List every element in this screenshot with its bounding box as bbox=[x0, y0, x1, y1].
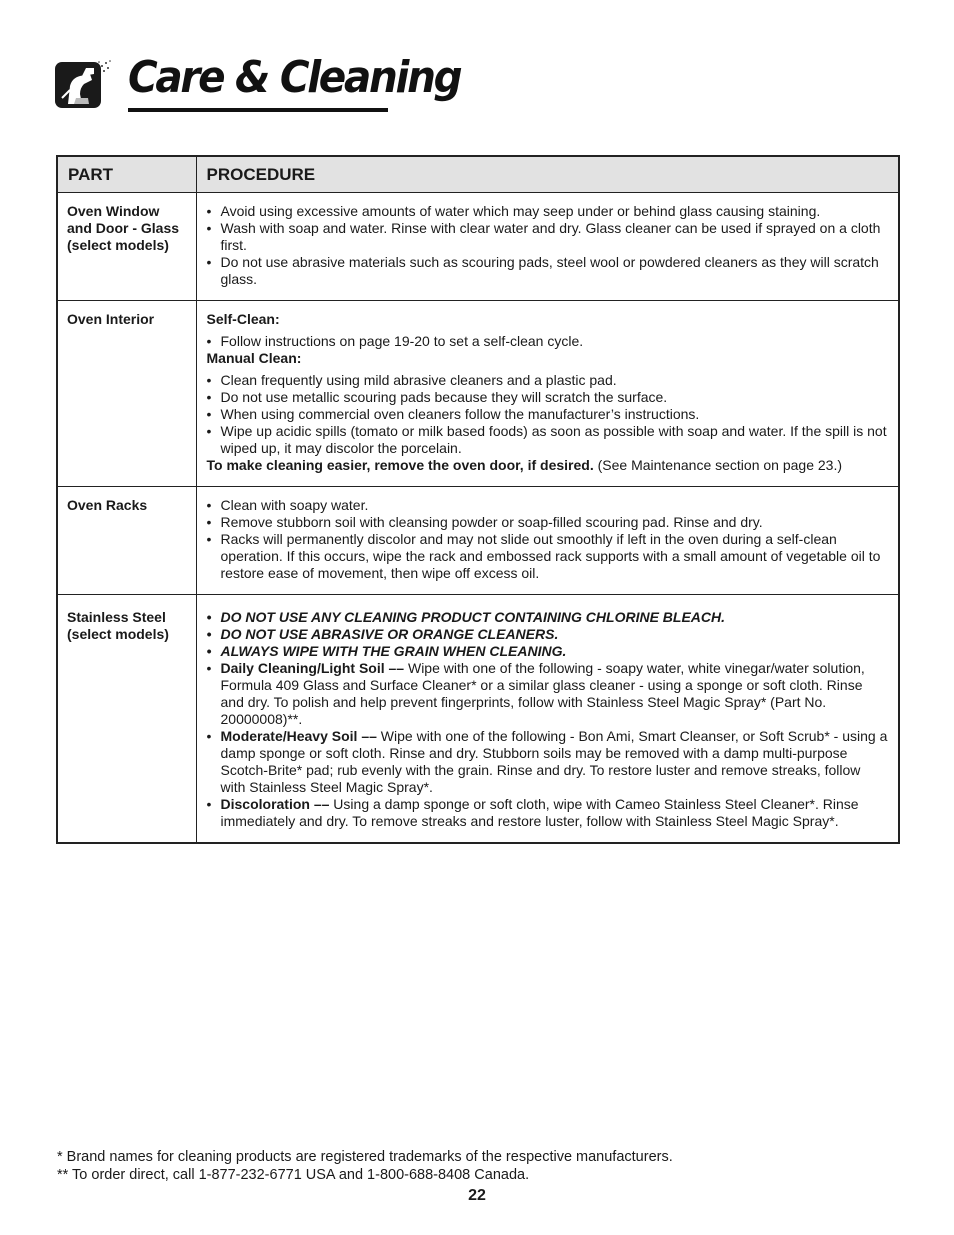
list-item: • Wash with soap and water. Rinse with clear water and dry. Glass cleaner can be used if sprayed on a cloth first. bbox=[207, 220, 889, 254]
procedure-cell bbox=[196, 487, 899, 595]
footnotes bbox=[57, 1148, 673, 1184]
page-title: Care & Cleaning bbox=[128, 52, 461, 103]
procedure-cell bbox=[196, 301, 899, 487]
table-header-row bbox=[57, 156, 899, 193]
footnote-order: ** To order direct, call 1-877-232-6771 USA and 1-800-688-8408 Canada. bbox=[57, 1167, 530, 1183]
title-underline bbox=[128, 108, 388, 112]
table-row bbox=[57, 487, 899, 595]
page-number: 22 bbox=[468, 1187, 486, 1204]
manual-clean-heading: Manual Clean: bbox=[206, 350, 302, 366]
part-name: Oven Interior bbox=[57, 301, 196, 487]
list-item: • Racks will permanently discolor and may not slide out smoothly if left in the oven during a self-clean operation. If this occurs, wipe the rack and embossed rack supports with a small amount of vegetable oil to restore ease of movement, then wipe off excess oil. bbox=[207, 531, 889, 582]
list-item: • Do not use abrasive materials such as scouring pads, steel wool or powdered cleaners as they will scratch glass. bbox=[207, 254, 889, 288]
footnote-trademark: * Brand names for cleaning products are registered trademarks of the respective manufacturers. bbox=[57, 1149, 673, 1165]
list-item bbox=[207, 660, 889, 728]
self-clean-heading: Self-Clean: bbox=[206, 311, 280, 327]
list-item: • Clean frequently using mild abrasive cleaners and a plastic pad. bbox=[207, 372, 889, 389]
list-item: • Remove stubborn soil with cleansing powder or soap-filled scouring pad. Rinse and dry. bbox=[207, 514, 889, 531]
column-header-procedure: PROCEDURE bbox=[196, 156, 899, 193]
list-item bbox=[207, 728, 889, 796]
item-text: Wipe with one of the following - Bon Ami, Smart Cleanser, or Soft Scrub* - using a damp sponge or soft cloth. Rinse and dry. Stubborn soils may be removed with a damp multi-purpose Scotch-Brite* pad; rub evenly with the grain. Rinse and dry. To restore luster and remove streaks, follow with Stainless Steel Magic Spray*. bbox=[220, 728, 888, 795]
item-text: Using a damp sponge or soft cloth, wipe with Cameo Stainless Steel Cleaner*. Rinse immediately and dry. To remove streaks and restore luster, follow with Stainless Steel Magic Spray*. bbox=[220, 796, 859, 829]
list-item: • Do not use metallic scouring pads because they will scratch the surface. bbox=[207, 389, 889, 406]
list-item bbox=[207, 796, 889, 830]
note-bold: To make cleaning easier, remove the oven door, if desired. bbox=[206, 457, 594, 473]
warning-item: • DO NOT USE ABRASIVE OR ORANGE CLEANERS. bbox=[207, 626, 889, 643]
care-cleaning-table bbox=[56, 155, 900, 844]
procedure-cell bbox=[196, 595, 899, 844]
item-text: Wipe with one of the following - soapy water, white vinegar/water solution, Formula 409 Glass and Surface Cleaner* or a similar glass cleaner - using a sponge or soft cloth. Rinse and dry. To polish and help prevent fingerprints, follow with Stainless Steel Magic Spray* (Part No. 20000008)**. bbox=[220, 660, 865, 727]
door-removal-note bbox=[207, 457, 889, 474]
spray-bottle-icon bbox=[54, 58, 112, 110]
list-item: • Wipe up acidic spills (tomato or milk based foods) as soon as possible with soap and water. If the spill is not wiped up, it may discolor the porcelain. bbox=[207, 423, 889, 457]
table-row bbox=[57, 301, 899, 487]
item-label: Moderate/Heavy Soil –– bbox=[220, 728, 377, 744]
part-name: Stainless Steel (select models) bbox=[57, 595, 196, 844]
part-name: Oven Window and Door - Glass (select models) bbox=[57, 193, 196, 301]
part-name: Oven Racks bbox=[57, 487, 196, 595]
list-item: • Clean with soapy water. bbox=[207, 497, 889, 514]
list-item: • Follow instructions on page 19-20 to set a self-clean cycle. bbox=[207, 333, 889, 350]
procedure-cell bbox=[196, 193, 899, 301]
note-text: (See Maintenance section on page 23.) bbox=[593, 457, 842, 473]
list-item: • When using commercial oven cleaners follow the manufacturer’s instructions. bbox=[207, 406, 889, 423]
warning-item: • ALWAYS WIPE WITH THE GRAIN WHEN CLEANING. bbox=[207, 643, 889, 660]
item-label: Daily Cleaning/Light Soil –– bbox=[220, 660, 405, 676]
column-header-part: PART bbox=[57, 156, 196, 193]
warning-item: • DO NOT USE ANY CLEANING PRODUCT CONTAINING CHLORINE BLEACH. bbox=[207, 609, 889, 626]
item-label: Discoloration –– bbox=[220, 796, 330, 812]
list-item: • Avoid using excessive amounts of water which may seep under or behind glass causing staining. bbox=[207, 203, 889, 220]
table-row bbox=[57, 595, 899, 844]
table-row bbox=[57, 193, 899, 301]
